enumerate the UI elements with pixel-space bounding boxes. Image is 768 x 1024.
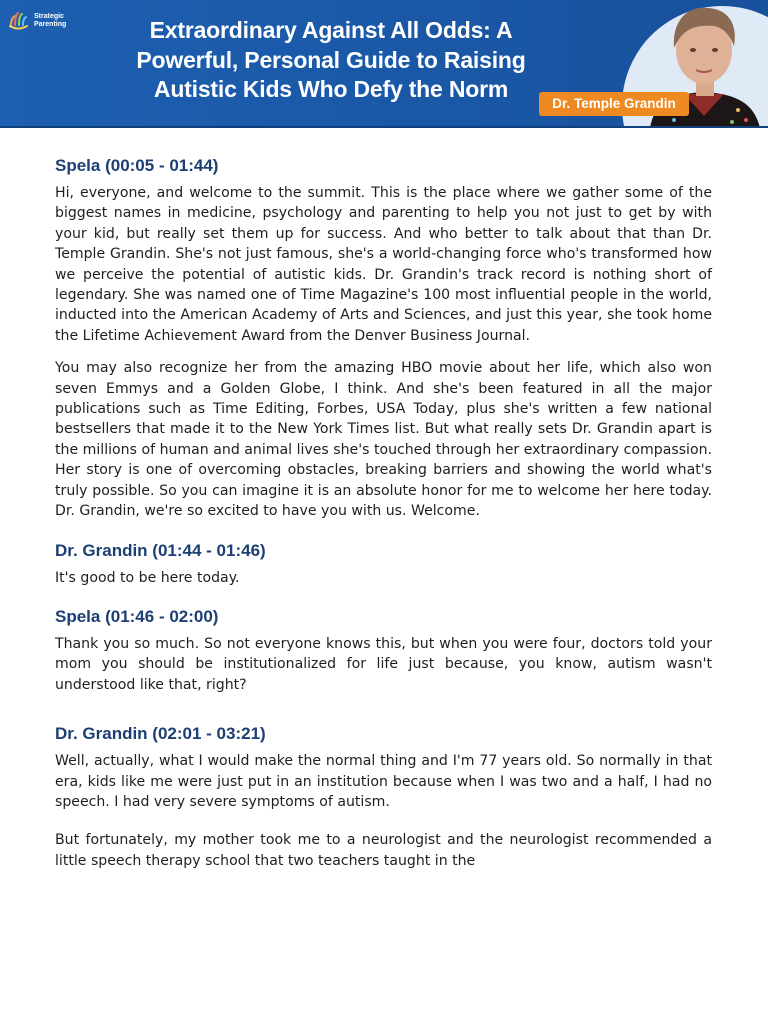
page-title: Extraordinary Against All Odds: A Powerful, Personal Guide to Raising Autistic Kids Who Defy the Norm xyxy=(136,17,526,102)
transcript-block xyxy=(55,540,712,588)
transcript-block xyxy=(55,155,712,522)
transcript-paragraph: It's good to be here today. xyxy=(55,569,240,586)
transcript-block xyxy=(55,606,712,695)
banner-divider xyxy=(0,126,768,128)
transcript xyxy=(55,155,712,871)
speaker-heading: Dr. Grandin (01:44 - 01:46) xyxy=(55,540,266,560)
transcript-paragraph: You may also recognize her from the amazing HBO movie about her life, which also won seven Emmys and a Golden Globe, I think. And she's been featured in all the major publications such as Time Editing, Forbes, USA Today, plus she's written a few national bestsellers that made it to the New York Times list. But what really sets Dr. Grandin apart is the millions of human and animal lives she's touched through her extraordinary compassion. Her story is one of overcoming obstacles, breaking barriers and showing the world what's truly possible. So you can imagine it is an absolute honor for me to welcome her here today. Dr. Grandin, we're so excited to have you with us. Welcome. xyxy=(55,360,712,520)
speaker-heading: Dr. Grandin (02:01 - 03:21) xyxy=(55,724,266,744)
hand-logo-icon xyxy=(8,11,30,31)
transcript-paragraph: Hi, everyone, and welcome to the summit. This is the place where we gather some of the biggest names in medicine, psychology and parenting to help you not just to get by with your kid, but really set them up for success. And who better to talk about that than Dr. Temple Grandin. She's not just famous, she's a world-changing force who's transformed how we perceive the potential of autistic kids. Dr. Grandin's track record is nothing short of legendary. She was named one of Time Magazine's 100 most influential people in the world, inducted into the American Academy of Arts and Sciences, and just this year, she took home the Lifetime Achievement Award from the Denver Business Journal. xyxy=(55,185,712,344)
transcript-paragraph: Well, actually, what I would make the normal thing and I'm 77 years old. So normally in that era, kids like me were just put in an institution because when I was two and a half, I had no speech. I had very severe symptoms of autism. xyxy=(55,753,712,810)
speaker-heading: Spela (00:05 - 01:44) xyxy=(55,156,219,175)
strategic-parenting-logo[interactable] xyxy=(8,10,74,32)
logo-text: Strategic Parenting xyxy=(34,13,67,28)
transcript-paragraph: But fortunately, my mother took me to a neurologist and the neurologist recommended a little speech therapy school that two teachers taught in the xyxy=(55,832,712,869)
speaker-heading: Spela (01:46 - 02:00) xyxy=(55,606,219,626)
header-banner xyxy=(0,0,768,128)
transcript-block xyxy=(55,723,712,871)
guest-name-badge: Dr. Temple Grandin xyxy=(539,92,689,116)
transcript-paragraph: Thank you so much. So not everyone knows this, but when you were four, doctors told your mom you should be institutionalized for life just because, you know, autism wasn't understood like that, right? xyxy=(55,635,712,693)
